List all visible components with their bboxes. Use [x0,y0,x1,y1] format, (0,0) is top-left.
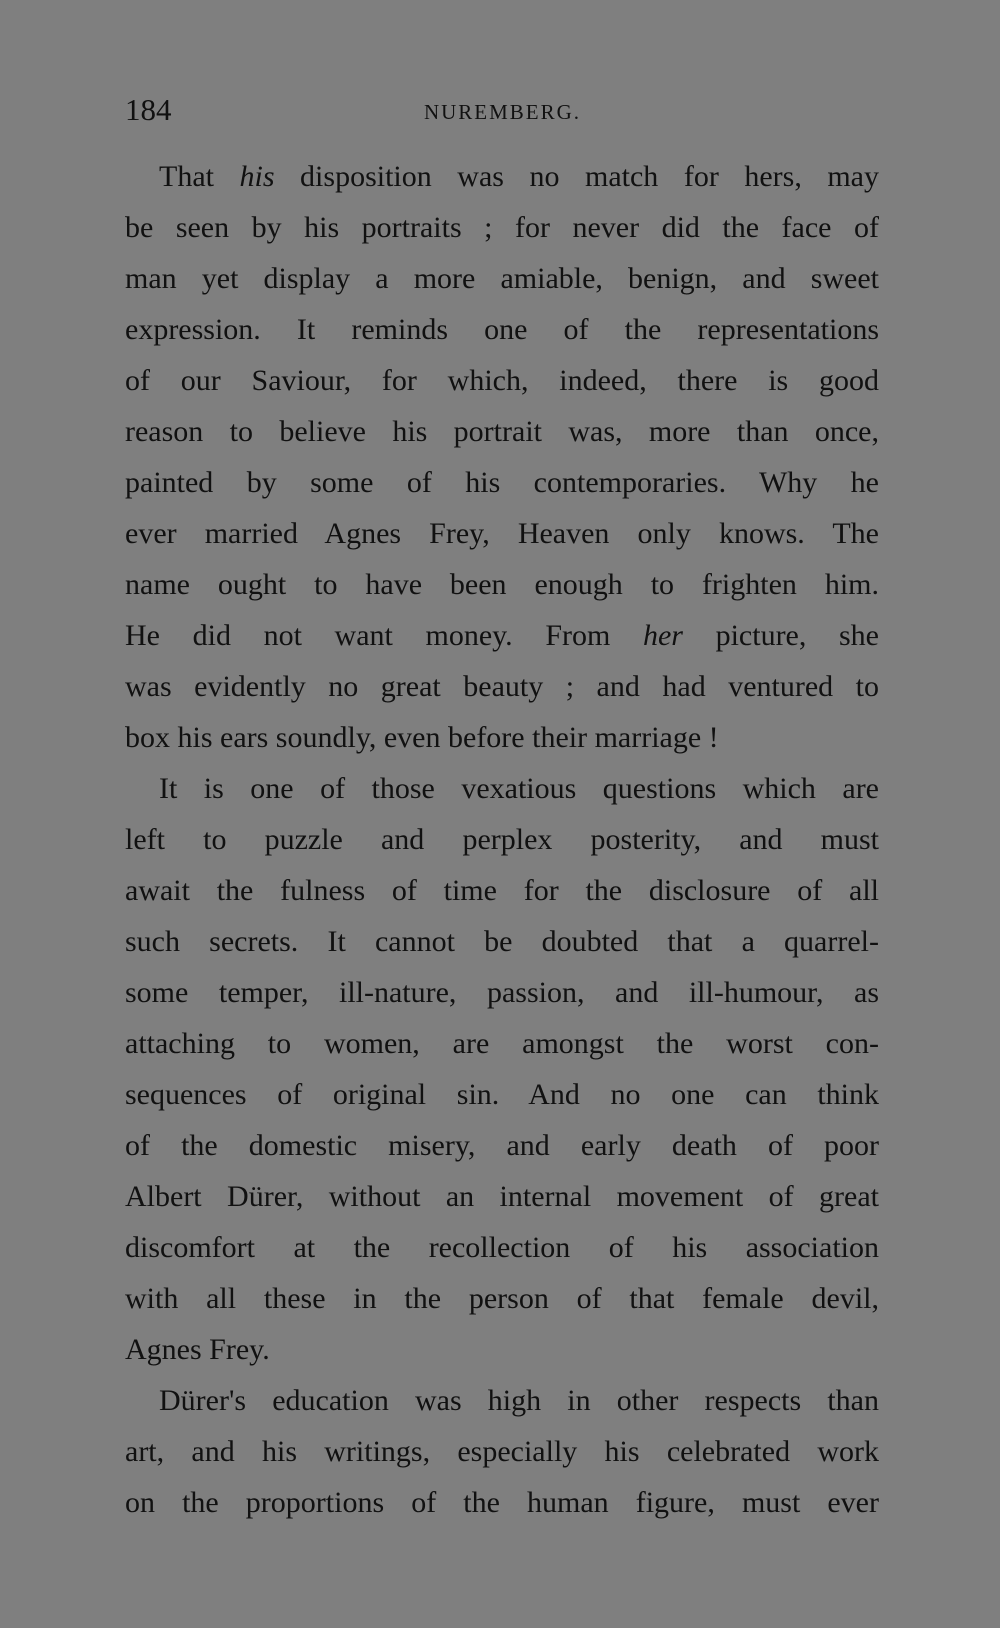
text-line: Agnes Frey. [125,1333,270,1366]
text-line: discomfort at the recollection of his association [125,1231,879,1264]
text-line: be seen by his portraits ; for never did the face of [125,211,879,244]
page-number: 184 [125,92,172,127]
paragraph-2 [125,763,879,1375]
text-line: left to puzzle and perplex posterity, and must [125,823,879,856]
text-line: name ought to have been enough to frighten him. [125,568,879,601]
text-line: sequences of original sin. And no one can think [125,1078,879,1111]
text-line: was evidently no great beauty ; and had ventured to [125,670,879,703]
paragraph-1 [125,151,879,763]
emphasis: her [642,619,683,652]
text-line: expression. It reminds one of the representations [125,313,879,346]
text-line: such secrets. It cannot be doubted that a quarrel- [125,925,879,958]
page-header [125,90,880,130]
text-line: man yet display a more amiable, benign, and sweet [125,262,879,295]
text-line: ever married Agnes Frey, Heaven only knows. The [125,517,879,550]
text-line: Albert Dürer, without an internal movement of great [125,1180,879,1213]
text-line: He did not want money. From her picture, she [125,619,879,652]
text-line: of our Saviour, for which, indeed, there is good [125,364,879,397]
body-text [125,151,879,1528]
text-line: It is one of those vexatious questions which are [159,772,879,805]
text-line: attaching to women, are amongst the worst con- [125,1027,879,1060]
text-line: Dürer's education was high in other respects than [159,1384,879,1417]
text-line: painted by some of his contemporaries. Why he [125,466,879,499]
text-line: of the domestic misery, and early death of poor [125,1129,879,1162]
text-line: art, and his writings, especially his celebrated work [125,1435,879,1468]
text-line: That his disposition was no match for hers, may [159,160,879,193]
text-line: on the proportions of the human figure, must ever [125,1486,879,1519]
text-line: await the fulness of time for the disclosure of all [125,874,879,907]
text-line: reason to believe his portrait was, more than once, [125,415,879,448]
running-head: NUREMBERG. [423,100,582,124]
paragraph-3 [125,1375,879,1528]
text-line: box his ears soundly, even before their marriage ! [125,721,719,754]
emphasis: his [239,160,275,193]
text-line: with all these in the person of that female devil, [125,1282,879,1315]
text-line: some temper, ill-nature, passion, and ill-humour, as [125,976,879,1009]
